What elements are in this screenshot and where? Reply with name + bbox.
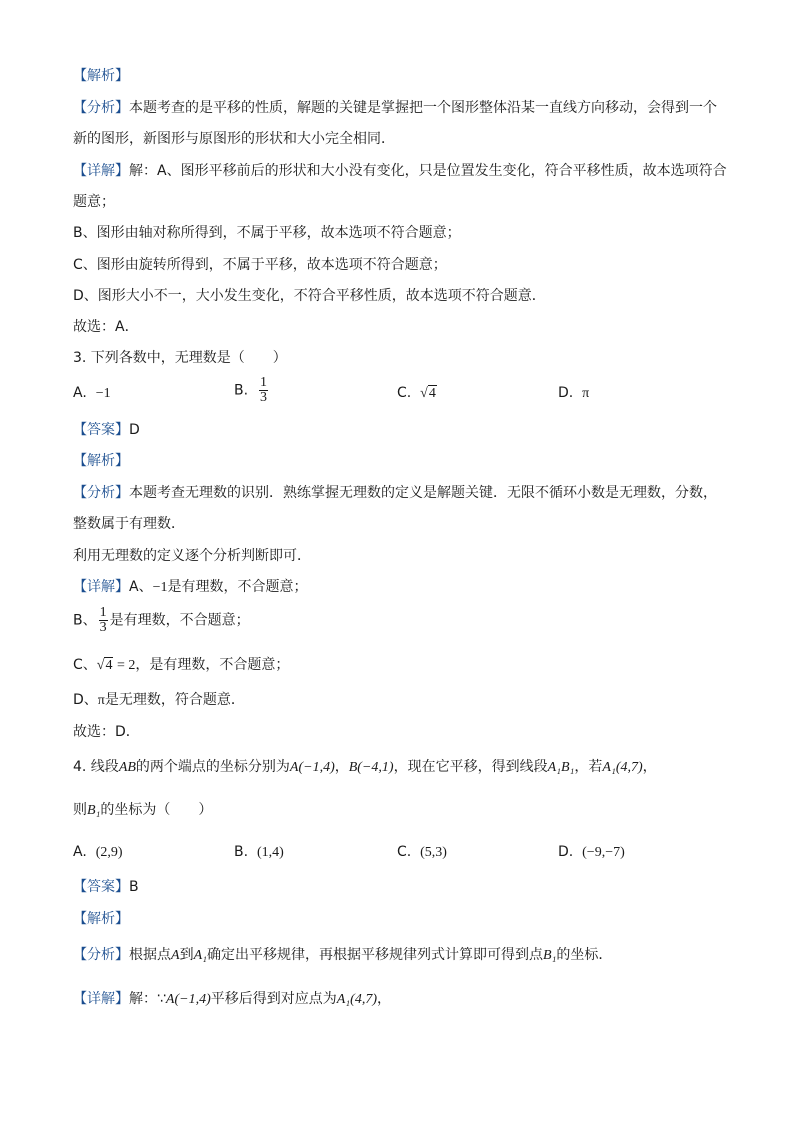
q4-analysis: 【分析】根据点A到A₁确定出平移规律，再根据平移规律列式计算即可得到点B₁的坐标． (73, 947, 613, 963)
q4-option-c: C. (5,3) (397, 844, 447, 860)
question-4-stem-cont: 则B₁的坐标为（ ） (73, 802, 213, 818)
q3-method: 利用无理数的定义逐个分析判断即可． (73, 548, 311, 564)
section-analysis-heading: 【解析】 (73, 68, 129, 84)
detail-paragraph-cont: 题意； (73, 194, 115, 210)
q3-detail-c: C、√4 = 2，是有理数，不合题意； (73, 657, 290, 673)
q4-detail: 【详解】解：∵A(−1,4)平移后得到对应点为A₁(4,7)， (73, 991, 391, 1007)
analysis-paragraph: 【分析】本题考查的是平移的性质，解题的关键是掌握把一个图形整体沿某一直线方向移动，会得到一个 (73, 100, 717, 116)
q3-choice: 故选：D． (73, 724, 140, 740)
q3-detail-a: 【详解】A、−1是有理数，不合题意； (73, 579, 308, 595)
q4-option-b: B. (1,4) (234, 844, 284, 860)
detail-paragraph: 【详解】解：A、图形平移前后的形状和大小没有变化，只是位置发生变化，符合平移性质，故本选项符合 (73, 163, 727, 179)
q4-answer: 【答案】B (73, 879, 139, 895)
q3-detail-d: D、π是无理数，符合题意． (73, 692, 245, 708)
q4-option-d: D. (−9,−7) (558, 844, 625, 860)
detail-option-d: D、图形大小不一，大小发生变化，不符合平移性质，故本选项不符合题意． (73, 288, 546, 304)
q3-answer: 【答案】D (73, 422, 140, 438)
q4-option-a: A. (2,9) (73, 844, 123, 860)
detail-option-c: C、图形由旋转所得到，不属于平移，故本选项不符合题意； (73, 257, 447, 273)
q3-option-b: B. $\frac{1}{3}$ (234, 375, 267, 405)
q3-option-c: C. √4 (397, 385, 436, 401)
analysis-paragraph-cont: 新的图形，新图形与原图形的形状和大小完全相同． (73, 131, 395, 147)
q3-analysis: 【分析】本题考查无理数的识别．熟练掌握无理数的定义是解题关键．无限不循环小数是无理数，分数， (73, 485, 717, 501)
q3-detail-b: B、 $\frac{1}{3}$ 是有理数，不合题意； (73, 605, 250, 635)
q3-option-d: D. π (558, 385, 590, 401)
q3-analysis-heading: 【解析】 (73, 453, 129, 469)
q3-option-a: A. −1 (73, 385, 111, 401)
question-3-stem: 3. 下列各数中，无理数是（ ） (73, 350, 287, 366)
q4-analysis-heading: 【解析】 (73, 911, 129, 927)
q3-analysis-cont: 整数属于有理数． (73, 516, 185, 532)
answer-choice: 故选：A． (73, 319, 139, 335)
detail-option-b: B、图形由轴对称所得到，不属于平移，故本选项不符合题意； (73, 225, 461, 241)
question-4-stem: 4. 线段AB的两个端点的坐标分别为A(−1,4)，B(−4,1)，现在它平移，得到线段A₁B₁，若A₁(4,7)， (73, 759, 657, 775)
